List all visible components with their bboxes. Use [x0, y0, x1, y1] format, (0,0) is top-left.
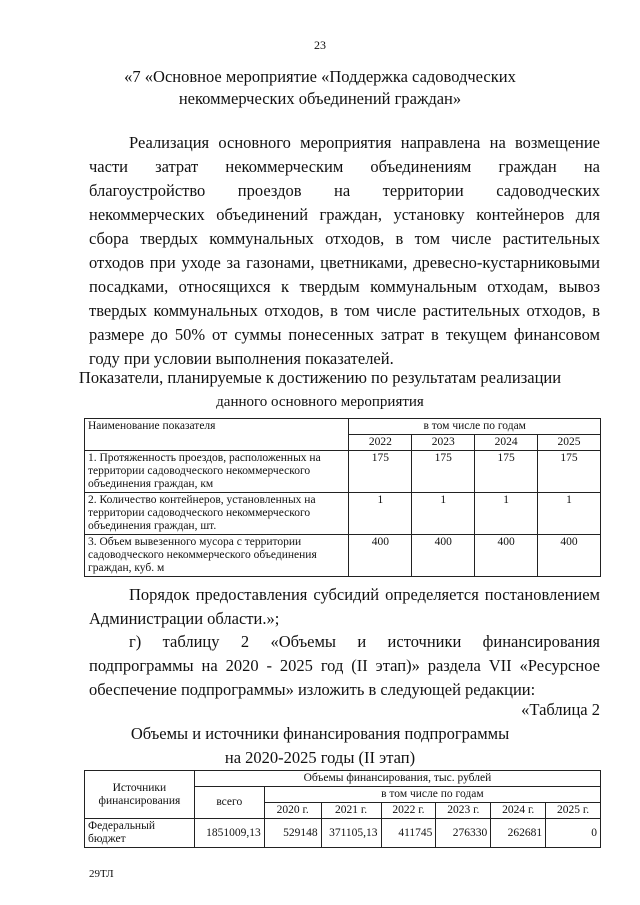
table2-label: «Таблица 2 — [521, 700, 600, 719]
header-year: 2025 — [538, 435, 601, 451]
table2-title-line2: на 2020-2025 годы (II этап) — [224, 748, 416, 767]
indicator-value: 400 — [349, 535, 412, 577]
section-heading-line2: некоммерческих объединений граждан» — [178, 89, 462, 108]
footer-code: 29ТЛ — [89, 868, 114, 880]
header-year: 2021 г. — [321, 803, 381, 819]
page-number: 23 — [314, 38, 326, 52]
indicator-value: 1 — [475, 493, 538, 535]
year-value: 276330 — [436, 819, 491, 848]
indicator-value: 175 — [349, 451, 412, 493]
paragraph-subsidy-order: Порядок предоставления субсидий определяется постановлением Администрации области.»; — [89, 585, 600, 628]
source-name: Федеральный бюджет — [85, 819, 195, 848]
header-total: всего — [194, 787, 264, 819]
year-value: 262681 — [491, 819, 546, 848]
header-years-group: в том числе по годам — [264, 787, 600, 803]
indicator-value: 1 — [538, 493, 601, 535]
section-heading — [80, 66, 560, 110]
header-year: 2023 — [412, 435, 475, 451]
section-heading-line1: «7 «Основное мероприятие «Поддержка садоводческих — [124, 67, 516, 86]
total-value: 1851009,13 — [194, 819, 264, 848]
indicator-value: 1 — [349, 493, 412, 535]
table-row — [85, 493, 601, 535]
indicator-name: 3. Объем вывезенного мусора с территории садоводческого некоммерческого объединения граждан, куб. м — [85, 535, 349, 577]
indicator-value: 175 — [538, 451, 601, 493]
header-year: 2024 — [475, 435, 538, 451]
indicator-value: 1 — [412, 493, 475, 535]
indicators-title — [0, 366, 640, 414]
indicators-title-line2: данного основного мероприятия — [216, 394, 424, 410]
table-header-row — [85, 419, 601, 435]
table-row — [85, 535, 601, 577]
paragraph-amendment: г) таблицу 2 «Объемы и источники финансирования подпрограммы на 2020 - 2025 год (II этап)» раздела VII «Ресурсное обеспечение подпрограммы» изложить в следующей редакции: — [89, 632, 600, 699]
financing-table — [84, 770, 601, 848]
indicator-value: 175 — [475, 451, 538, 493]
header-volumes: Объемы финансирования, тыс. рублей — [194, 771, 600, 787]
year-value: 411745 — [381, 819, 436, 848]
indicators-title-line1: Показатели, планируемые к достижению по результатам реализации — [78, 368, 562, 387]
indicator-value: 175 — [412, 451, 475, 493]
table-row — [85, 819, 601, 848]
header-year: 2025 г. — [546, 803, 601, 819]
header-year: 2020 г. — [264, 803, 321, 819]
paragraph-description: Реализация основного мероприятия направлена на возмещение части затрат некоммерческим объединениям граждан на благоустройство проездов на территории садоводческих некоммерческих объединений граждан, установку контейнеров для сбора твердых коммунальных отходов, в том числе растительных отходов при уходе за газонами, цветниками, древесно-кустарниковыми посадками, относящихся к твердым коммунальным отходам, вывоз твердых коммунальных отходов, в том числе растительных отходов, в размере до 50% от суммы понесенных затрат в текущем финансовом году при условии выполнения показателей. — [89, 133, 600, 368]
header-year: 2023 г. — [436, 803, 491, 819]
indicators-table — [84, 418, 601, 577]
header-years-group: в том числе по годам — [349, 419, 601, 435]
header-year: 2022 — [349, 435, 412, 451]
year-value: 0 — [546, 819, 601, 848]
table2-title — [0, 722, 640, 770]
indicator-name: 2. Количество контейнеров, установленных на территории садоводческого некоммерческого объединения граждан, шт. — [85, 493, 349, 535]
table-header-row — [85, 771, 601, 787]
header-year: 2024 г. — [491, 803, 546, 819]
header-sources: Источники финансирования — [85, 771, 195, 819]
indicator-name: 1. Протяженность проездов, расположенных на территории садоводческого некоммерческого объединения граждан, км — [85, 451, 349, 493]
indicator-value: 400 — [475, 535, 538, 577]
header-indicator-name: Наименование показателя — [85, 419, 349, 451]
year-value: 529148 — [264, 819, 321, 848]
header-year: 2022 г. — [381, 803, 436, 819]
indicator-value: 400 — [412, 535, 475, 577]
indicator-value: 400 — [538, 535, 601, 577]
table-row — [85, 451, 601, 493]
table2-title-line1: Объемы и источники финансирования подпрограммы — [130, 724, 510, 743]
year-value: 371105,13 — [321, 819, 381, 848]
